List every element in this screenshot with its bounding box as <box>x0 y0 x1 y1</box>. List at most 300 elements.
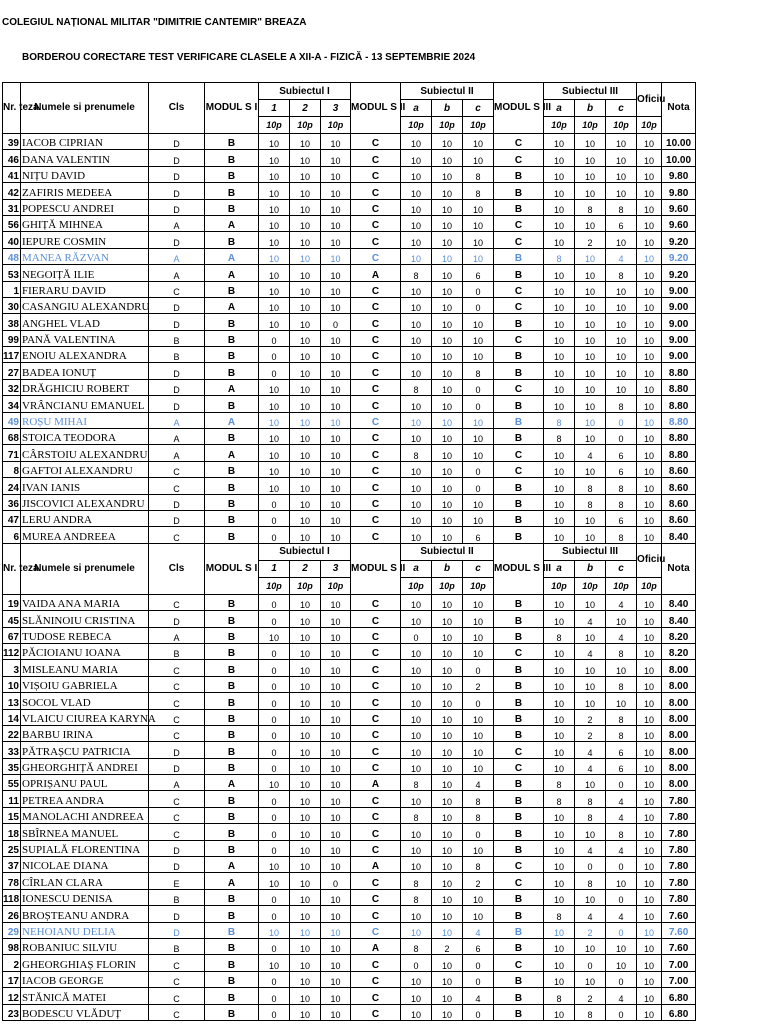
cell-modul-1: B <box>205 232 259 248</box>
cell-s1-3: 10 <box>321 412 351 428</box>
cell-s3-a: 10 <box>544 857 575 873</box>
cell-nota: 8.40 <box>662 611 696 627</box>
cell-s2-c: 10 <box>463 510 494 526</box>
cell-s1-1: 0 <box>259 594 290 610</box>
school-name: COLEGIUL NAȚIONAL MILITAR "DIMITRIE CANTEMIR" BREAZA <box>2 17 307 28</box>
cell-modul-1: B <box>205 183 259 199</box>
cell-modul-3: C <box>494 150 544 166</box>
col-header-modul-3: MODUL S III <box>494 543 544 594</box>
cell-nota: 9.80 <box>662 166 696 182</box>
cell-modul-1: B <box>205 510 259 526</box>
table-row <box>3 807 696 823</box>
cell-s3-b: 10 <box>575 314 606 330</box>
table-row <box>3 297 696 313</box>
document-title: BORDEROU CORECTARE TEST VERIFICARE CLASELE A XII-A - FIZICĂ - 13 SEPTEMBRIE 2024 <box>22 52 476 63</box>
cell-cls: D <box>149 611 205 627</box>
cell-s1-1: 0 <box>259 527 290 543</box>
cell-s3-a: 8 <box>544 775 575 791</box>
cell-modul-3: B <box>494 971 544 987</box>
cell-s3-b: 10 <box>575 166 606 182</box>
cell-name: MUREA ANDREEA <box>21 527 149 543</box>
cell-s2-b: 10 <box>432 1004 463 1020</box>
cell-s2-c: 10 <box>463 445 494 461</box>
cell-s3-c: 10 <box>606 183 637 199</box>
cell-nr: 67 <box>3 627 21 643</box>
cell-modul-2: C <box>351 660 401 676</box>
cell-oficiu: 10 <box>637 758 662 774</box>
cell-modul-3: B <box>494 611 544 627</box>
cell-oficiu: 10 <box>637 379 662 395</box>
cell-s2-c: 0 <box>463 379 494 395</box>
cell-oficiu: 10 <box>637 412 662 428</box>
table-row <box>3 955 696 971</box>
cell-s1-2: 10 <box>290 445 321 461</box>
cell-s1-3: 10 <box>321 889 351 905</box>
cell-nr: 18 <box>3 824 21 840</box>
cell-s1-1: 0 <box>259 494 290 510</box>
table-row <box>3 643 696 659</box>
cell-modul-2: C <box>351 611 401 627</box>
points-label: 10p <box>637 117 662 134</box>
cell-modul-1: B <box>205 330 259 346</box>
cell-nota: 8.00 <box>662 725 696 741</box>
cell-nr: 34 <box>3 396 21 412</box>
cell-cls: D <box>149 199 205 215</box>
cell-s1-1: 10 <box>259 461 290 477</box>
cell-s2-c: 0 <box>463 971 494 987</box>
cell-nota: 8.00 <box>662 742 696 758</box>
cell-modul-2: C <box>351 183 401 199</box>
cell-nota: 8.60 <box>662 510 696 526</box>
cell-s1-2: 10 <box>290 627 321 643</box>
cell-s2-c: 8 <box>463 363 494 379</box>
cell-s1-1: 0 <box>259 742 290 758</box>
cell-modul-1: B <box>205 971 259 987</box>
cell-s2-a: 8 <box>401 379 432 395</box>
cell-modul-3: B <box>494 824 544 840</box>
cell-s3-c: 0 <box>606 412 637 428</box>
cell-oficiu: 10 <box>637 461 662 477</box>
cell-nr: 3 <box>3 660 21 676</box>
cell-s2-c: 8 <box>463 183 494 199</box>
cell-s3-c: 10 <box>606 232 637 248</box>
cell-s2-c: 0 <box>463 396 494 412</box>
cell-s3-c: 4 <box>606 840 637 856</box>
cell-s1-1: 10 <box>259 314 290 330</box>
cell-s2-b: 10 <box>432 807 463 823</box>
item-label: a <box>544 100 575 117</box>
cell-nr: 30 <box>3 297 21 313</box>
cell-s3-a: 8 <box>544 412 575 428</box>
cell-cls: C <box>149 1004 205 1020</box>
cell-nr: 68 <box>3 429 21 445</box>
cell-s3-b: 10 <box>575 330 606 346</box>
cell-oficiu: 10 <box>637 742 662 758</box>
cell-s2-b: 10 <box>432 494 463 510</box>
table-row <box>3 775 696 791</box>
cell-s1-1: 0 <box>259 889 290 905</box>
cell-nr: 31 <box>3 199 21 215</box>
cell-modul-1: B <box>205 791 259 807</box>
cell-s1-3: 0 <box>321 314 351 330</box>
cell-s2-b: 10 <box>432 676 463 692</box>
cell-modul-2: C <box>351 412 401 428</box>
cell-s2-c: 4 <box>463 775 494 791</box>
cell-s2-a: 10 <box>401 594 432 610</box>
cell-s3-b: 8 <box>575 1004 606 1020</box>
cell-s2-a: 8 <box>401 775 432 791</box>
cell-modul-3: B <box>494 840 544 856</box>
cell-s3-b: 10 <box>575 510 606 526</box>
cell-nota: 8.40 <box>662 594 696 610</box>
cell-name: ROBANIUC SILVIU <box>21 938 149 954</box>
cell-s3-a: 10 <box>544 494 575 510</box>
cell-s2-b: 10 <box>432 248 463 264</box>
cell-s2-b: 10 <box>432 627 463 643</box>
cell-s3-a: 10 <box>544 643 575 659</box>
cell-cls: C <box>149 791 205 807</box>
cell-modul-2: A <box>351 938 401 954</box>
cell-cls: A <box>149 248 205 264</box>
cell-s2-b: 10 <box>432 791 463 807</box>
cell-s1-1: 0 <box>259 725 290 741</box>
cell-modul-2: C <box>351 445 401 461</box>
cell-name: PĂCIOIANU IOANA <box>21 643 149 659</box>
cell-oficiu: 10 <box>637 494 662 510</box>
cell-s2-b: 10 <box>432 988 463 1004</box>
cell-s3-b: 4 <box>575 906 606 922</box>
cell-s2-c: 0 <box>463 955 494 971</box>
cell-s2-a: 10 <box>401 347 432 363</box>
cell-s2-c: 10 <box>463 248 494 264</box>
cell-s1-2: 10 <box>290 347 321 363</box>
cell-s1-1: 10 <box>259 281 290 297</box>
cell-s1-1: 10 <box>259 478 290 494</box>
item-label: b <box>432 100 463 117</box>
cell-modul-3: B <box>494 396 544 412</box>
cell-s1-2: 10 <box>290 527 321 543</box>
cell-s1-3: 10 <box>321 807 351 823</box>
cell-name: SUPIALĂ FLORENTINA <box>21 840 149 856</box>
cell-s1-3: 0 <box>321 873 351 889</box>
cell-oficiu: 10 <box>637 922 662 938</box>
cell-s3-c: 8 <box>606 824 637 840</box>
cell-nr: 37 <box>3 857 21 873</box>
cell-s3-b: 2 <box>575 709 606 725</box>
cell-modul-1: B <box>205 461 259 477</box>
points-label: 10p <box>606 577 637 594</box>
cell-oficiu: 10 <box>637 150 662 166</box>
cell-s1-3: 10 <box>321 971 351 987</box>
cell-s1-1: 10 <box>259 429 290 445</box>
cell-name: PANĂ VALENTINA <box>21 330 149 346</box>
cell-name: TUDOSE REBECA <box>21 627 149 643</box>
cell-modul-2: A <box>351 265 401 281</box>
cell-modul-2: C <box>351 363 401 379</box>
cell-name: GHEORGHIȚĂ ANDREI <box>21 758 149 774</box>
cell-s2-a: 10 <box>401 611 432 627</box>
cell-s1-1: 0 <box>259 611 290 627</box>
cell-nota: 7.80 <box>662 840 696 856</box>
cell-cls: A <box>149 627 205 643</box>
cell-s2-c: 4 <box>463 922 494 938</box>
cell-modul-3: B <box>494 791 544 807</box>
cell-s3-b: 0 <box>575 955 606 971</box>
cell-s2-a: 10 <box>401 330 432 346</box>
cell-modul-2: C <box>351 248 401 264</box>
cell-modul-2: C <box>351 791 401 807</box>
cell-s3-c: 6 <box>606 445 637 461</box>
item-label: b <box>432 560 463 577</box>
cell-oficiu: 10 <box>637 693 662 709</box>
cell-modul-1: B <box>205 955 259 971</box>
cell-s3-c: 0 <box>606 775 637 791</box>
cell-name: DRĂGHICIU ROBERT <box>21 379 149 395</box>
cell-s3-c: 10 <box>606 693 637 709</box>
cell-modul-1: B <box>205 660 259 676</box>
cell-nr: 39 <box>3 134 21 150</box>
cell-nota: 10.00 <box>662 150 696 166</box>
cell-s2-b: 10 <box>432 758 463 774</box>
cell-s1-2: 10 <box>290 824 321 840</box>
cell-s1-2: 10 <box>290 971 321 987</box>
cell-s3-c: 10 <box>606 281 637 297</box>
cell-modul-1: B <box>205 758 259 774</box>
cell-modul-3: B <box>494 527 544 543</box>
cell-s3-a: 10 <box>544 955 575 971</box>
cell-cls: B <box>149 643 205 659</box>
cell-name: GAFTOI ALEXANDRU <box>21 461 149 477</box>
item-label: a <box>401 100 432 117</box>
cell-name: OPRIȘANU PAUL <box>21 775 149 791</box>
cell-s3-c: 6 <box>606 758 637 774</box>
cell-name: ROȘU MIHAI <box>21 412 149 428</box>
cell-modul-3: B <box>494 494 544 510</box>
cell-cls: D <box>149 758 205 774</box>
cell-modul-2: C <box>351 215 401 231</box>
cell-s1-2: 10 <box>290 889 321 905</box>
cell-s1-1: 10 <box>259 215 290 231</box>
cell-modul-2: C <box>351 988 401 1004</box>
cell-s3-a: 10 <box>544 971 575 987</box>
cell-nota: 8.00 <box>662 676 696 692</box>
cell-s1-2: 10 <box>290 709 321 725</box>
cell-s2-b: 10 <box>432 314 463 330</box>
cell-name: VIȘOIU GABRIELA <box>21 676 149 692</box>
cell-s1-1: 10 <box>259 265 290 281</box>
cell-s3-b: 10 <box>575 693 606 709</box>
cell-oficiu: 10 <box>637 199 662 215</box>
cell-modul-2: C <box>351 627 401 643</box>
col-header-nr: Nr. teza <box>3 83 21 134</box>
table-row <box>3 660 696 676</box>
cell-nota: 7.80 <box>662 889 696 905</box>
cell-oficiu: 10 <box>637 971 662 987</box>
cell-name: GHIȚĂ MIHNEA <box>21 215 149 231</box>
cell-s3-a: 10 <box>544 396 575 412</box>
cell-nr: 46 <box>3 150 21 166</box>
cell-nr: 99 <box>3 330 21 346</box>
item-label: b <box>575 560 606 577</box>
cell-oficiu: 10 <box>637 215 662 231</box>
cell-modul-3: B <box>494 248 544 264</box>
cell-oficiu: 10 <box>637 676 662 692</box>
cell-s2-a: 10 <box>401 314 432 330</box>
cell-s1-3: 10 <box>321 660 351 676</box>
cell-modul-3: B <box>494 938 544 954</box>
cell-s3-b: 4 <box>575 742 606 758</box>
cell-name: PĂTRAȘCU PATRICIA <box>21 742 149 758</box>
cell-oficiu: 10 <box>637 709 662 725</box>
cell-s3-b: 10 <box>575 594 606 610</box>
cell-nr: 40 <box>3 232 21 248</box>
cell-s2-b: 10 <box>432 643 463 659</box>
table-row <box>3 971 696 987</box>
cell-modul-2: C <box>351 527 401 543</box>
cell-modul-3: B <box>494 199 544 215</box>
points-label: 10p <box>321 117 351 134</box>
cell-oficiu: 10 <box>637 134 662 150</box>
cell-s3-b: 10 <box>575 527 606 543</box>
cell-name: IACOB CIPRIAN <box>21 134 149 150</box>
cell-s3-c: 0 <box>606 971 637 987</box>
points-label: 10p <box>290 577 321 594</box>
cell-s1-3: 10 <box>321 791 351 807</box>
cell-s2-c: 0 <box>463 297 494 313</box>
cell-s2-b: 10 <box>432 347 463 363</box>
cell-name: STĂNICĂ MATEI <box>21 988 149 1004</box>
cell-s1-3: 10 <box>321 265 351 281</box>
table-row <box>3 791 696 807</box>
cell-modul-1: B <box>205 594 259 610</box>
cell-modul-3: C <box>494 643 544 659</box>
cell-modul-2: C <box>351 955 401 971</box>
cell-cls: D <box>149 150 205 166</box>
cell-s3-c: 4 <box>606 906 637 922</box>
cell-s3-c: 0 <box>606 857 637 873</box>
cell-modul-3: B <box>494 660 544 676</box>
cell-cls: D <box>149 134 205 150</box>
cell-oficiu: 10 <box>637 347 662 363</box>
cell-s2-c: 10 <box>463 611 494 627</box>
cell-modul-2: C <box>351 347 401 363</box>
cell-s2-b: 10 <box>432 725 463 741</box>
cell-nota: 6.80 <box>662 988 696 1004</box>
cell-s2-a: 10 <box>401 396 432 412</box>
cell-s1-1: 10 <box>259 134 290 150</box>
cell-nr: 42 <box>3 183 21 199</box>
cell-nr: 23 <box>3 1004 21 1020</box>
cell-cls: D <box>149 857 205 873</box>
cell-s3-c: 0 <box>606 1004 637 1020</box>
cell-cls: C <box>149 955 205 971</box>
cell-s2-b: 10 <box>432 660 463 676</box>
cell-s1-3: 10 <box>321 758 351 774</box>
points-label: 10p <box>321 577 351 594</box>
cell-oficiu: 10 <box>637 643 662 659</box>
cell-cls: C <box>149 988 205 1004</box>
cell-s2-b: 10 <box>432 510 463 526</box>
cell-s3-b: 8 <box>575 494 606 510</box>
cell-cls: A <box>149 412 205 428</box>
cell-s3-c: 10 <box>606 955 637 971</box>
cell-s3-a: 10 <box>544 134 575 150</box>
col-header-name: Numele si prenumele <box>21 543 149 594</box>
cell-modul-3: B <box>494 594 544 610</box>
cell-s3-b: 10 <box>575 676 606 692</box>
cell-s2-c: 10 <box>463 232 494 248</box>
cell-modul-1: B <box>205 627 259 643</box>
cell-cls: D <box>149 297 205 313</box>
cell-nr: 14 <box>3 709 21 725</box>
cell-s2-a: 8 <box>401 889 432 905</box>
table-row <box>3 232 696 248</box>
cell-name: POPESCU ANDREI <box>21 199 149 215</box>
cell-nota: 9.00 <box>662 314 696 330</box>
cell-s3-c: 10 <box>606 363 637 379</box>
cell-modul-1: B <box>205 134 259 150</box>
cell-s1-3: 10 <box>321 840 351 856</box>
cell-cls: D <box>149 494 205 510</box>
cell-nr: 2 <box>3 955 21 971</box>
cell-s3-a: 8 <box>544 429 575 445</box>
cell-s2-c: 0 <box>463 461 494 477</box>
cell-s3-a: 10 <box>544 938 575 954</box>
table-row <box>3 725 696 741</box>
cell-s2-c: 0 <box>463 478 494 494</box>
cell-nr: 47 <box>3 510 21 526</box>
cell-modul-1: B <box>205 824 259 840</box>
cell-s3-a: 10 <box>544 807 575 823</box>
cell-modul-3: B <box>494 922 544 938</box>
cell-cls: A <box>149 265 205 281</box>
cell-modul-1: B <box>205 742 259 758</box>
cell-s1-3: 10 <box>321 461 351 477</box>
cell-s2-c: 10 <box>463 412 494 428</box>
cell-oficiu: 10 <box>637 314 662 330</box>
cell-s2-b: 10 <box>432 166 463 182</box>
cell-s2-a: 10 <box>401 643 432 659</box>
cell-s3-c: 8 <box>606 709 637 725</box>
cell-nr: 33 <box>3 742 21 758</box>
cell-modul-2: C <box>351 594 401 610</box>
cell-s3-a: 10 <box>544 314 575 330</box>
cell-s3-b: 8 <box>575 791 606 807</box>
cell-oficiu: 10 <box>637 478 662 494</box>
cell-s2-c: 10 <box>463 215 494 231</box>
cell-s2-b: 10 <box>432 611 463 627</box>
cell-name: STOICA TEODORA <box>21 429 149 445</box>
cell-s1-2: 10 <box>290 281 321 297</box>
cell-nr: 10 <box>3 676 21 692</box>
cell-s1-1: 0 <box>259 643 290 659</box>
cell-s2-a: 8 <box>401 938 432 954</box>
cell-s1-1: 10 <box>259 183 290 199</box>
col-header-nota: Nota <box>662 83 696 134</box>
cell-s1-2: 10 <box>290 232 321 248</box>
cell-s2-a: 10 <box>401 693 432 709</box>
cell-s3-c: 8 <box>606 676 637 692</box>
cell-s2-a: 10 <box>401 725 432 741</box>
cell-s2-b: 10 <box>432 840 463 856</box>
cell-cls: B <box>149 938 205 954</box>
cell-s3-c: 10 <box>606 873 637 889</box>
cell-s2-b: 10 <box>432 906 463 922</box>
cell-s1-2: 10 <box>290 742 321 758</box>
cell-s3-b: 10 <box>575 134 606 150</box>
cell-modul-3: B <box>494 709 544 725</box>
cell-nota: 9.20 <box>662 232 696 248</box>
